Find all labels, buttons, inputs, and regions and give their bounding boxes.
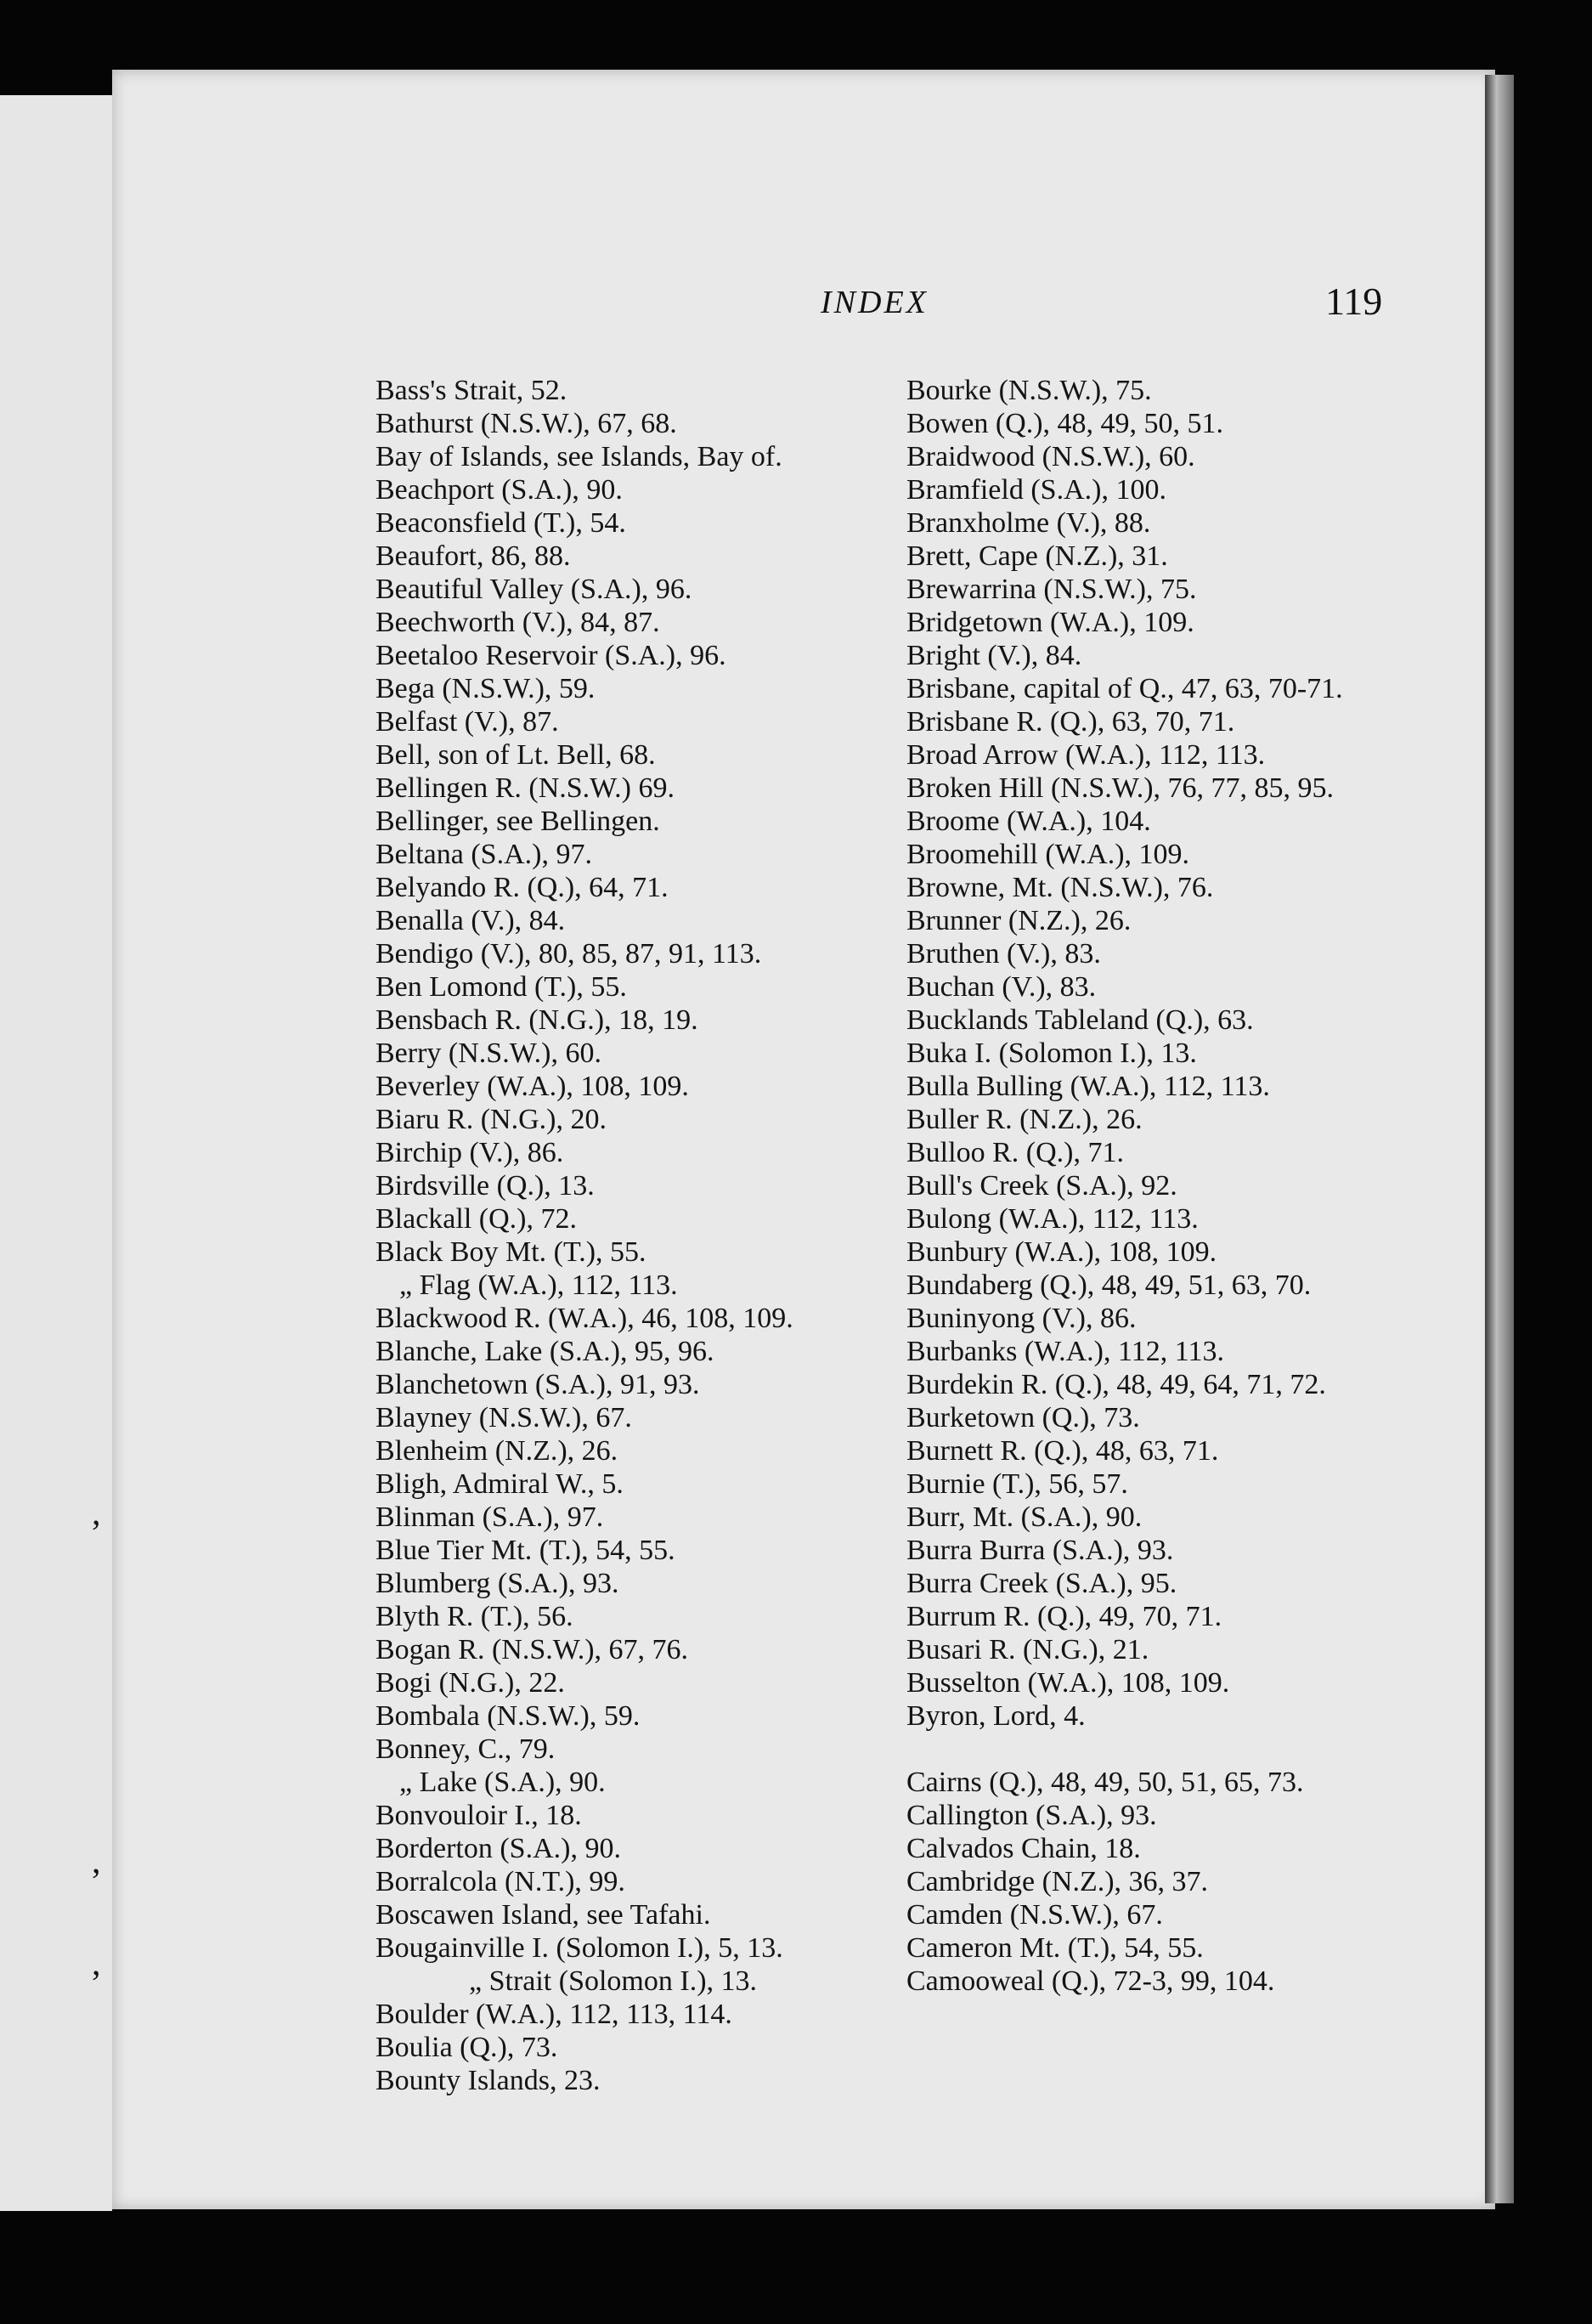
index-entry: Blanche, Lake (S.A.), 95, 96.	[375, 1336, 714, 1367]
index-entry: Bellinger, see Bellingen.	[375, 806, 660, 837]
index-entry: Blackwood R. (W.A.), 46, 108, 109.	[375, 1303, 793, 1334]
index-entry: Beachport (S.A.), 90.	[375, 474, 623, 506]
index-entry: Bensbach R. (N.G.), 18, 19.	[375, 1004, 698, 1036]
index-entry: Cambridge (N.Z.), 36, 37.	[906, 1866, 1209, 1897]
index-entry: Beltana (S.A.), 97.	[375, 839, 592, 870]
index-entry: Bulla Bulling (W.A.), 112, 113.	[906, 1071, 1270, 1102]
index-entry: Beechworth (V.), 84, 87.	[375, 607, 660, 638]
index-entry: Buchan (V.), 83.	[906, 971, 1097, 1003]
index-entry: Burra Burra (S.A.), 93.	[906, 1535, 1174, 1566]
index-column-right	[906, 374, 1442, 1998]
index-entry: Brunner (N.Z.), 26.	[906, 905, 1132, 936]
index-entry: Boscawen Island, see Tafahi.	[375, 1899, 711, 1931]
index-entry: Bogi (N.G.), 22.	[375, 1667, 565, 1699]
index-entry: Bendigo (V.), 80, 85, 87, 91, 113.	[375, 938, 762, 970]
index-entry: Blinman (S.A.), 97.	[375, 1501, 604, 1533]
index-entry: Broad Arrow (W.A.), 112, 113.	[906, 739, 1266, 771]
index-entry: Brett, Cape (N.Z.), 31.	[906, 540, 1168, 572]
index-entry: Bucklands Tableland (Q.), 63.	[906, 1004, 1254, 1036]
index-entry: Braidwood (N.S.W.), 60.	[906, 441, 1195, 472]
index-entry: Blue Tier Mt. (T.), 54, 55.	[375, 1535, 675, 1566]
index-entry: Birchip (V.), 86.	[375, 1137, 564, 1168]
index-entry: Burbanks (W.A.), 112, 113.	[906, 1336, 1224, 1367]
index-entry: Bulloo R. (Q.), 71.	[906, 1137, 1124, 1168]
index-entry: Bundaberg (Q.), 48, 49, 51, 63, 70.	[906, 1269, 1312, 1301]
index-entry: Black Boy Mt. (T.), 55.	[375, 1236, 646, 1268]
index-entry: Boulia (Q.), 73.	[375, 2032, 558, 2063]
index-entry: Borderton (S.A.), 90.	[375, 1833, 621, 1864]
index-entry: Ben Lomond (T.), 55.	[375, 971, 627, 1003]
index-entry: Bathurst (N.S.W.), 67, 68.	[375, 408, 677, 439]
index-entry: Bright (V.), 84.	[906, 640, 1082, 671]
index-entry: Bellingen R. (N.S.W.) 69.	[375, 772, 675, 804]
index-entry: Burrum R. (Q.), 49, 70, 71.	[906, 1601, 1222, 1632]
previous-page-edge	[0, 95, 112, 2211]
index-entry: Belfast (V.), 87.	[375, 706, 559, 738]
index-entry: Burnett R. (Q.), 48, 63, 71.	[906, 1435, 1219, 1467]
index-entry: Bourke (N.S.W.), 75.	[906, 375, 1152, 406]
index-entry: „ Flag (W.A.), 112, 113.	[399, 1269, 678, 1301]
index-entry: Cairns (Q.), 48, 49, 50, 51, 65, 73.	[906, 1767, 1304, 1798]
index-entry: Burdekin R. (Q.), 48, 49, 64, 71, 72.	[906, 1369, 1326, 1400]
index-entry: Camooweal (Q.), 72-3, 99, 104.	[906, 1965, 1275, 1997]
index-entry: Bell, son of Lt. Bell, 68.	[375, 739, 656, 771]
index-entry: Belyando R. (Q.), 64, 71.	[375, 872, 669, 903]
index-entry: Bounty Islands, 23.	[375, 2065, 601, 2096]
index-entry: Callington (S.A.), 93.	[906, 1800, 1157, 1831]
index-entry: Bogan R. (N.S.W.), 67, 76.	[375, 1634, 689, 1665]
index-entry: Bombala (N.S.W.), 59.	[375, 1700, 641, 1732]
index-entry: Blumberg (S.A.), 93.	[375, 1568, 619, 1599]
index-entry: Brisbane, capital of Q., 47, 63, 70-71.	[906, 673, 1343, 704]
index-entry: Brisbane R. (Q.), 63, 70, 71.	[906, 706, 1235, 738]
index-entry: Buller R. (N.Z.), 26.	[906, 1104, 1143, 1135]
index-entry: Burra Creek (S.A.), 95.	[906, 1568, 1177, 1599]
index-entry: Bramfield (S.A.), 100.	[906, 474, 1166, 506]
index-entry: Blenheim (N.Z.), 26.	[375, 1435, 618, 1467]
index-entry: Borralcola (N.T.), 99.	[375, 1866, 625, 1897]
index-entry: Bougainville I. (Solomon I.), 5, 13.	[375, 1932, 783, 1964]
index-entry: Bonvouloir I., 18.	[375, 1800, 582, 1831]
index-entry: Berry (N.S.W.), 60.	[375, 1038, 601, 1069]
index-entry: Bull's Creek (S.A.), 92.	[906, 1170, 1177, 1202]
index-entry: Cameron Mt. (T.), 54, 55.	[906, 1932, 1204, 1964]
index-entry: Calvados Chain, 18.	[906, 1833, 1141, 1864]
index-entry: Bridgetown (W.A.), 109.	[906, 607, 1194, 638]
index-entry: Bega (N.S.W.), 59.	[375, 673, 596, 704]
index-entry: Buka I. (Solomon I.), 13.	[906, 1038, 1197, 1069]
index-entry: Branxholme (V.), 88.	[906, 507, 1151, 539]
index-entry: Burr, Mt. (S.A.), 90.	[906, 1501, 1143, 1533]
index-entry: Boulder (W.A.), 112, 113, 114.	[375, 1999, 732, 2030]
running-head: INDEX	[821, 285, 929, 320]
page-binding-edge	[1485, 75, 1514, 2203]
index-entry: Buninyong (V.), 86.	[906, 1303, 1137, 1334]
index-entry: Blackall (Q.), 72.	[375, 1203, 577, 1235]
index-entry: „ Lake (S.A.), 90.	[399, 1767, 606, 1798]
index-entry: Birdsville (Q.), 13.	[375, 1170, 595, 1202]
index-entry: Broken Hill (N.S.W.), 76, 77, 85, 95.	[906, 772, 1335, 804]
index-entry: Byron, Lord, 4.	[906, 1700, 1086, 1732]
index-entry: Busari R. (N.G.), 21.	[906, 1634, 1149, 1665]
book-page	[112, 70, 1495, 2209]
index-entry: Burnie (T.), 56, 57.	[906, 1468, 1128, 1500]
index-entry: Bowen (Q.), 48, 49, 50, 51.	[906, 408, 1224, 439]
index-entry: Browne, Mt. (N.S.W.), 76.	[906, 872, 1214, 903]
page-header	[112, 280, 1495, 335]
index-entry: Busselton (W.A.), 108, 109.	[906, 1667, 1230, 1699]
page-number: 119	[1325, 280, 1383, 323]
index-column-left	[375, 374, 902, 2097]
index-entry: Blyth R. (T.), 56.	[375, 1601, 573, 1632]
index-entry: Bruthen (V.), 83.	[906, 938, 1101, 970]
index-entry: Bonney, C., 79.	[375, 1733, 556, 1765]
index-entry: Beaconsfield (T.), 54.	[375, 507, 626, 539]
index-entry: Blanchetown (S.A.), 91, 93.	[375, 1369, 700, 1400]
index-entry: Bligh, Admiral W., 5.	[375, 1468, 624, 1500]
index-entry: Beverley (W.A.), 108, 109.	[375, 1071, 689, 1102]
index-section-gap	[906, 1733, 1442, 1766]
index-entry: Beaufort, 86, 88.	[375, 540, 571, 572]
index-entry: Burketown (Q.), 73.	[906, 1402, 1140, 1433]
index-entry: Beetaloo Reservoir (S.A.), 96.	[375, 640, 726, 671]
margin-mark: ,	[92, 1494, 101, 1533]
index-entry: Broome (W.A.), 104.	[906, 806, 1151, 837]
index-entry: Benalla (V.), 84.	[375, 905, 566, 936]
index-entry: Bunbury (W.A.), 108, 109.	[906, 1236, 1217, 1268]
index-entry: Bulong (W.A.), 112, 113.	[906, 1203, 1199, 1235]
index-entry: Biaru R. (N.G.), 20.	[375, 1104, 607, 1135]
index-entry: Brewarrina (N.S.W.), 75.	[906, 574, 1197, 605]
index-entry: Bay of Islands, see Islands, Bay of.	[375, 441, 782, 472]
index-entry: Camden (N.S.W.), 67.	[906, 1899, 1163, 1931]
margin-mark: ,	[92, 1944, 101, 1983]
index-entry: Beautiful Valley (S.A.), 96.	[375, 574, 692, 605]
index-entry: Bass's Strait, 52.	[375, 375, 567, 406]
index-entry: „ Strait (Solomon I.), 13.	[469, 1965, 758, 1997]
index-entry: Broomehill (W.A.), 109.	[906, 839, 1190, 870]
margin-mark: ,	[92, 1842, 101, 1881]
index-entry: Blayney (N.S.W.), 67.	[375, 1402, 632, 1433]
